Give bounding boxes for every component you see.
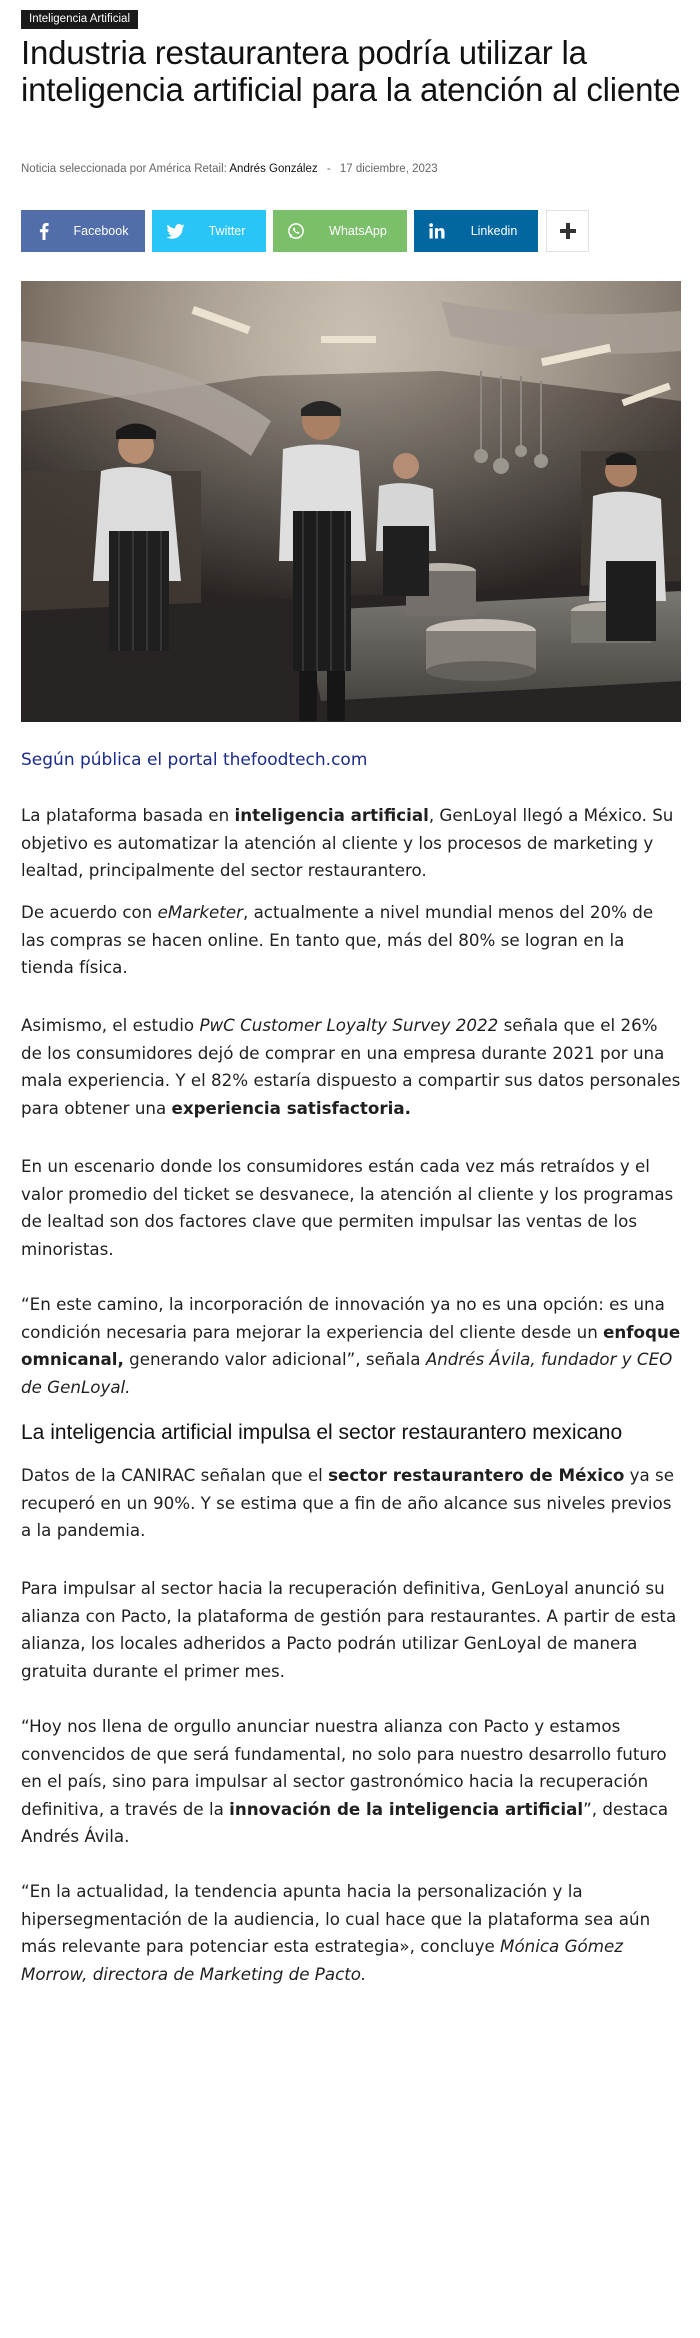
p8-text-c: ”, destaca Andrés Ávila. [21, 1798, 669, 1846]
paragraph-2 [21, 899, 681, 982]
p8-bold: innovación de la inteligencia artificial [229, 1798, 584, 1819]
plus-icon [559, 222, 577, 240]
hero-image [21, 281, 681, 722]
paragraph-1 [21, 802, 681, 885]
p5-text-a: “En este camino, la incorporación de innovación ya no es una opción: es una condición necesaria para mejorar la experiencia del cliente desde un [21, 1294, 665, 1342]
paragraph-3 [21, 1012, 681, 1122]
p9-italic: Mónica Gómez Morrow, directora de Marketing de Pacto. [21, 1936, 623, 1984]
paragraph-4: En un escenario donde los consumidores están cada vez más retraídos y el valor promedio del ticket se desvanece, la atención al cliente y los programas de lealtad son dos factores clave que permiten impulsar las ventas de los minoristas. [21, 1156, 674, 1259]
section-subheading: La inteligencia artificial impulsa el sector restaurantero mexicano [21, 1421, 623, 1444]
share-linkedin-button[interactable] [414, 210, 538, 252]
p8-text-a: “Hoy nos llena de orgullo anunciar nuestra alianza con Pacto y estamos convencidos de que será fundamental, no solo para nuestro desarrollo futuro en el país, sino para impulsar al sector gastronómico hacia la recuperación definitiva, a través de la [21, 1716, 667, 1819]
source-line [21, 750, 367, 770]
meta-prefix: Noticia seleccionada por América Retail: [21, 163, 227, 175]
p6-text-c: ya se recuperó en un 90%. Y se estima que a fin de año alcance sus niveles previos a la pandemia. [21, 1465, 674, 1540]
share-whatsapp-button[interactable] [273, 210, 407, 252]
facebook-icon [21, 223, 67, 240]
p2-text-c: , actualmente a nivel mundial menos del 20% de las compras se hacen online. En tanto que, más del 80% se logran en la tienda física. [21, 902, 654, 977]
share-twitter-button[interactable] [152, 210, 266, 252]
p2-italic: eMarketer [157, 902, 243, 922]
p3-bold: experiencia satisfactoria. [171, 1097, 411, 1118]
share-facebook-label: Facebook [73, 224, 129, 238]
source-link[interactable]: thefoodtech.com [222, 750, 368, 770]
p2-text-a: De acuerdo con [21, 902, 158, 922]
p5-italic: Andrés Ávila, fundador y CEO de GenLoyal. [21, 1349, 673, 1397]
publish-date: 17 diciembre, 2023 [339, 163, 438, 175]
p1-text-a: La plataforma basada en [21, 805, 235, 825]
p3-italic: PwC Customer Loyalty Survey 2022 [199, 1015, 499, 1035]
p5-text-c: generando valor adicional”, señala [123, 1349, 426, 1369]
author-link[interactable]: Andrés González [229, 163, 318, 175]
p6-text-a: Datos de la CANIRAC señalan que el [21, 1465, 329, 1485]
p1-text-c: , GenLoyal llegó a México. Su objetivo es automatizar la atención al cliente y los procesos de marketing y lealtad, principalmente del sector restaurantero. [21, 805, 674, 880]
p3-text-c: señala que el 26% de los consumidores dejó de comprar en una empresa durante 2021 por una mala experiencia. Y el 82% estaría dispuesto a compartir sus datos personales para obtener una [21, 1015, 681, 1118]
p9-text-a: “En la actualidad, la tendencia apunta hacia la personalización y la hipersegmentación de la audiencia, lo cual hace que la plataforma sea aún más relevante para potenciar esta estrategia», concluye [21, 1881, 651, 1956]
p6-bold: sector restaurantero de México [328, 1465, 625, 1485]
paragraph-8 [21, 1713, 681, 1851]
article-meta [21, 163, 438, 175]
share-whatsapp-label: WhatsApp [329, 224, 387, 238]
twitter-bird-icon [152, 224, 198, 239]
p3-text-a: Asimismo, el estudio [21, 1015, 200, 1035]
paragraph-5 [21, 1291, 681, 1401]
share-linkedin-label: Linkedin [470, 224, 518, 238]
paragraph-6 [21, 1462, 681, 1545]
share-facebook-button[interactable] [21, 210, 145, 252]
source-prefix: Según pública el portal [21, 750, 218, 770]
paragraph-7: Para impulsar al sector hacia la recuperación definitiva, GenLoyal anunció su alianza con Pacto, la plataforma de gestión para restaurantes. A partir de esta alianza, los locales adheridos a Pacto podrán utilizar GenLoyal de manera gratuita durante el primer mes. [21, 1578, 677, 1681]
share-twitter-label: Twitter [208, 224, 246, 238]
more-share-button[interactable] [546, 210, 589, 252]
p1-bold: inteligencia artificial [234, 805, 429, 825]
linkedin-icon [414, 223, 460, 239]
article-title: Industria restaurantera podría utilizar la inteligencia artificial para la atención al cliente [21, 34, 681, 108]
p5-bold: enfoque omnicanal, [21, 1321, 681, 1369]
whatsapp-icon [273, 222, 319, 240]
kitchen-photo [21, 281, 681, 722]
meta-separator: - [326, 163, 331, 175]
paragraph-9 [21, 1878, 681, 1988]
category-badge[interactable]: Inteligencia Artificial [21, 10, 138, 29]
